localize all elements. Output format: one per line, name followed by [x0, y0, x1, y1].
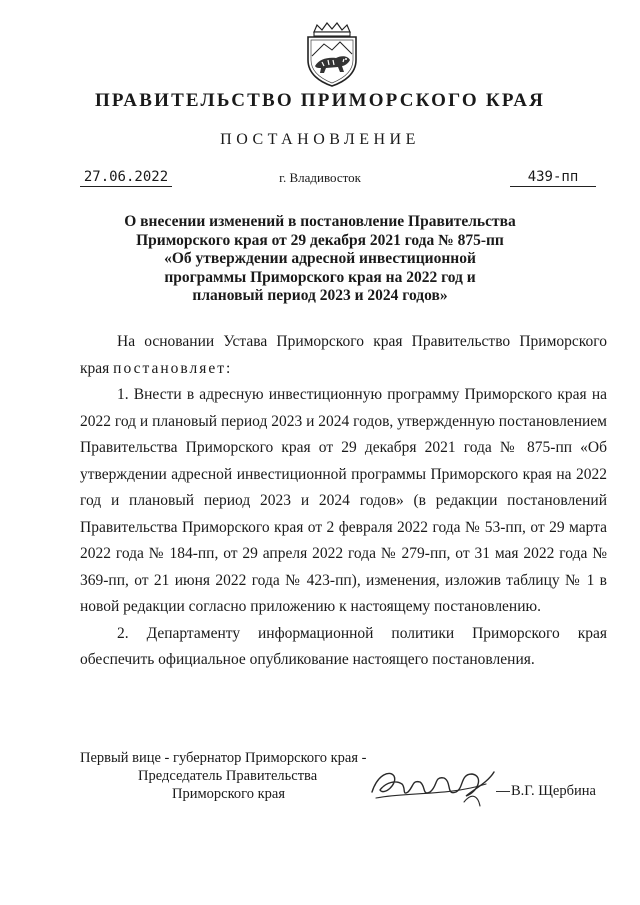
preamble-verb: постановляет:: [113, 359, 233, 377]
subject-line: О внесении изменений в постановление Правительства: [124, 213, 516, 230]
item-1-paragraph: 1. Внести в адресную инвестиционную программу Приморского края на 2022 год и плановый период 2023 и 2024 годов, утвержденную постановлением Правительства Приморского края от 29 декабря 2021 года № 875-пп «Об утверждении адресной инвестиционной программы Приморского края на 2022 год и плановый период 2023 и 2024 годов» (в редакции постановлений Правительства Приморского края от 2 февраля 2022 года № 53-пп, от 29 марта 2022 года № 184-пп, от 29 апреля 2022 года № 279-пп, от 31 мая 2022 года № 369-пп, от 21 июня 2022 года № 423-пп), изменения, изложив таблицу № 1 в новой редакции согласно приложению к настоящему постановлению.: [80, 386, 607, 615]
position-line: Первый вице - губернатор Приморского края -: [80, 750, 367, 766]
signer-name: В.Г. Щербина: [511, 783, 596, 799]
preamble-paragraph: [80, 329, 607, 382]
signatory-position: [80, 749, 366, 803]
item-2-paragraph: 2. Департаменту информационной политики Приморского края обеспечить официальное опубликование настоящего постановления.: [80, 624, 607, 668]
signature-dash: [496, 791, 510, 792]
document-city: г. Владивосток: [279, 170, 361, 185]
document-number: 439-пп: [510, 168, 596, 187]
document-body: [80, 329, 607, 674]
signer-name-block: [496, 783, 596, 800]
document-type: ПОСТАНОВЛЕНИЕ: [220, 131, 420, 148]
position-line: Приморского края: [172, 786, 286, 802]
position-line: Председатель Правительства: [138, 768, 318, 784]
primorsky-krai-coat-of-arms-icon: [302, 22, 362, 88]
subject-line: плановый период 2023 и 2024 годов»: [192, 287, 448, 304]
document-subject: [60, 213, 580, 306]
subject-line: Приморского края от 29 декабря 2021 года № 875-пп: [136, 231, 504, 249]
subject-line: программы Приморского края на 2022 год и: [164, 268, 476, 286]
subject-line: «Об утверждении адресной инвестиционной: [164, 250, 476, 267]
preamble-text: На основании Устава Приморского края Правительство Приморского края: [80, 333, 607, 377]
government-title: ПРАВИТЕЛЬСТВО ПРИМОРСКОГО КРАЯ: [94, 90, 546, 111]
document-date: 27.06.2022: [80, 168, 172, 187]
